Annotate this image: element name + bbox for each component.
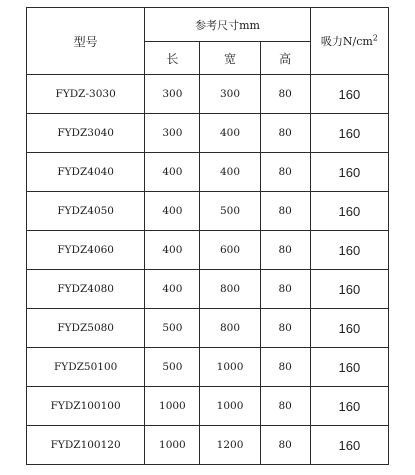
cell-height: 80 bbox=[260, 231, 310, 270]
cell-length: 400 bbox=[145, 153, 200, 192]
spec-table bbox=[26, 7, 389, 465]
cell-suction: 160 bbox=[310, 309, 388, 348]
cell-width: 1000 bbox=[200, 387, 260, 426]
table-row bbox=[27, 309, 389, 348]
table-row bbox=[27, 426, 389, 465]
cell-length: 400 bbox=[145, 270, 200, 309]
cell-suction: 160 bbox=[310, 192, 388, 231]
cell-length: 500 bbox=[145, 309, 200, 348]
cell-height: 80 bbox=[260, 309, 310, 348]
cell-length: 300 bbox=[145, 114, 200, 153]
header-suction bbox=[310, 8, 388, 75]
cell-suction: 160 bbox=[310, 348, 388, 387]
header-height: 高 bbox=[260, 42, 310, 75]
cell-height: 80 bbox=[260, 387, 310, 426]
header-width: 宽 bbox=[200, 42, 260, 75]
cell-model: FYDZ4060 bbox=[27, 231, 145, 270]
cell-model: FYDZ100120 bbox=[27, 426, 145, 465]
cell-model: FYDZ4080 bbox=[27, 270, 145, 309]
cell-width: 600 bbox=[200, 231, 260, 270]
header-suction-label: 吸力N/cm bbox=[320, 35, 373, 48]
cell-suction: 160 bbox=[310, 153, 388, 192]
cell-model: FYDZ5080 bbox=[27, 309, 145, 348]
cell-model: FYDZ50100 bbox=[27, 348, 145, 387]
table-row bbox=[27, 387, 389, 426]
cell-model: FYDZ100100 bbox=[27, 387, 145, 426]
cell-width: 500 bbox=[200, 192, 260, 231]
table-row bbox=[27, 192, 389, 231]
table-row bbox=[27, 348, 389, 387]
cell-suction: 160 bbox=[310, 387, 388, 426]
cell-width: 1000 bbox=[200, 348, 260, 387]
cell-length: 300 bbox=[145, 75, 200, 114]
table-row bbox=[27, 231, 389, 270]
cell-width: 800 bbox=[200, 270, 260, 309]
cell-length: 1000 bbox=[145, 426, 200, 465]
cell-height: 80 bbox=[260, 192, 310, 231]
cell-model: FYDZ4040 bbox=[27, 153, 145, 192]
header-dimensions: 参考尺寸mm bbox=[145, 8, 310, 42]
header-suction-exponent: 2 bbox=[372, 33, 378, 43]
cell-height: 80 bbox=[260, 426, 310, 465]
cell-width: 300 bbox=[200, 75, 260, 114]
cell-height: 80 bbox=[260, 153, 310, 192]
cell-length: 500 bbox=[145, 348, 200, 387]
cell-model: FYDZ3040 bbox=[27, 114, 145, 153]
cell-suction: 160 bbox=[310, 270, 388, 309]
table-row bbox=[27, 75, 389, 114]
cell-suction: 160 bbox=[310, 75, 388, 114]
cell-height: 80 bbox=[260, 114, 310, 153]
cell-length: 400 bbox=[145, 231, 200, 270]
table-row bbox=[27, 153, 389, 192]
cell-height: 80 bbox=[260, 348, 310, 387]
cell-suction: 160 bbox=[310, 426, 388, 465]
cell-height: 80 bbox=[260, 270, 310, 309]
cell-length: 400 bbox=[145, 192, 200, 231]
cell-width: 400 bbox=[200, 153, 260, 192]
cell-suction: 160 bbox=[310, 231, 388, 270]
cell-height: 80 bbox=[260, 75, 310, 114]
cell-suction: 160 bbox=[310, 114, 388, 153]
cell-width: 800 bbox=[200, 309, 260, 348]
cell-model: FYDZ-3030 bbox=[27, 75, 145, 114]
table-row bbox=[27, 270, 389, 309]
cell-model: FYDZ4050 bbox=[27, 192, 145, 231]
cell-length: 1000 bbox=[145, 387, 200, 426]
cell-width: 400 bbox=[200, 114, 260, 153]
header-length: 长 bbox=[145, 42, 200, 75]
header-row bbox=[27, 8, 389, 42]
table-body bbox=[27, 75, 389, 465]
table-row bbox=[27, 114, 389, 153]
cell-width: 1200 bbox=[200, 426, 260, 465]
header-model: 型号 bbox=[27, 8, 145, 75]
